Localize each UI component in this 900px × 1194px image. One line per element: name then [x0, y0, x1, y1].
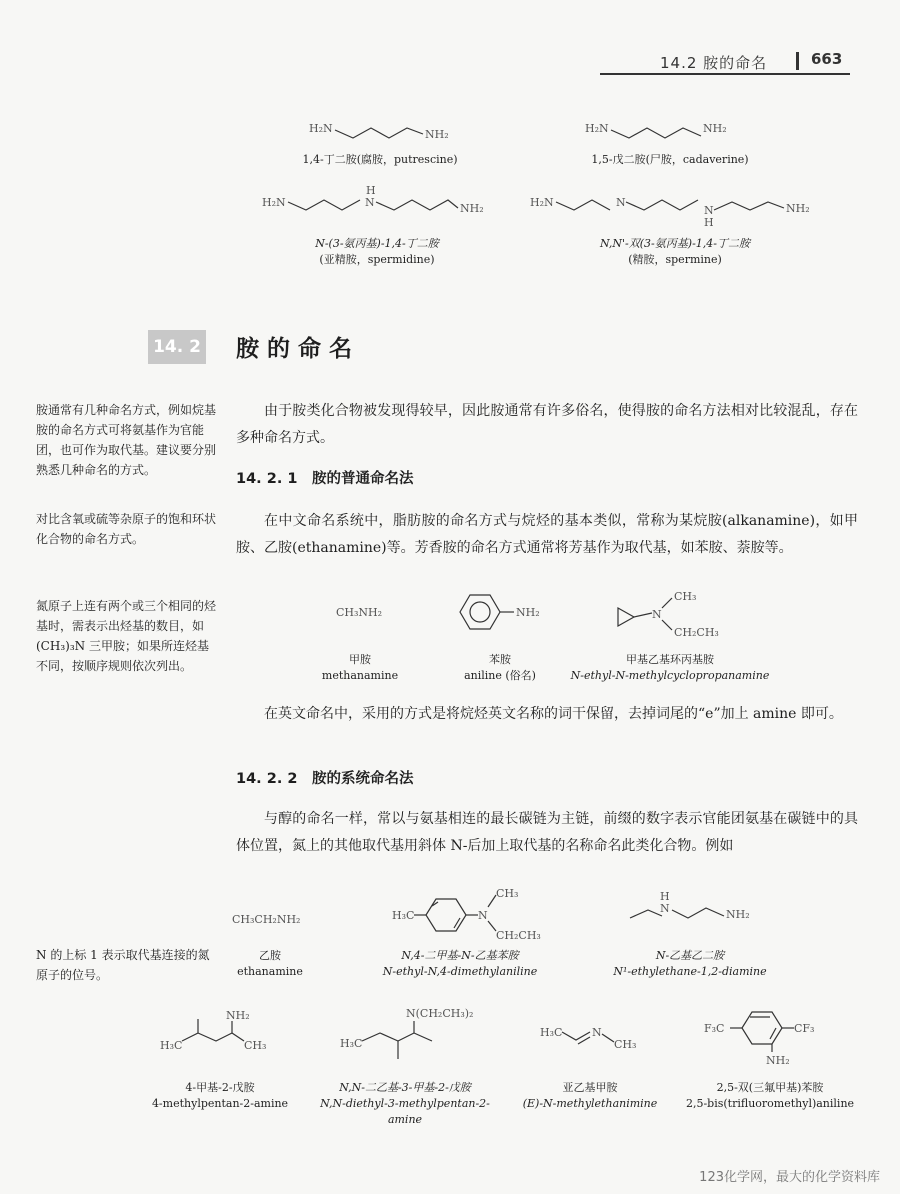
svg-text:NH₂: NH₂: [226, 1009, 250, 1022]
spermidine-name: N-(3-氨丙基)-1,4-丁二胺: [315, 237, 439, 250]
diethylmethylpentanamine-caption: [310, 1080, 500, 1128]
systematic-naming-paragraph: 与醇的命名一样，常以与氨基相连的最长碳链为主链，前缀的数字表示官能团氨基在碳链中的具体位置，氮上的其他取代基用斜体 N-后加上取代基的名称命名此类化合物。例如: [236, 811, 858, 854]
spermidine-common: (亚精胺，spermidine): [319, 253, 435, 266]
svg-text:H: H: [366, 184, 376, 197]
svg-text:N: N: [616, 196, 626, 209]
spermidine-structure: [262, 180, 492, 220]
svg-text:H₃C: H₃C: [160, 1039, 183, 1052]
svg-text:H₂N: H₂N: [530, 196, 554, 209]
svg-text:CF₃: CF₃: [794, 1022, 815, 1035]
subsection-2-heading: [236, 767, 414, 788]
subsection-2-number: 14. 2. 2: [236, 771, 298, 787]
svg-text:N: N: [478, 909, 488, 922]
methanamine-zh: 甲胺: [349, 653, 371, 666]
ethylmethylcyclopropanamine-zh: 甲基乙基环丙基胺: [626, 653, 714, 666]
methylpentanamine-zh: 4-甲基-2-戊胺: [185, 1081, 255, 1094]
spermine-caption: [555, 236, 795, 268]
ethanamine-caption: [210, 948, 330, 980]
section-number: 14. 2: [153, 337, 201, 357]
methanamine-en: methanamine: [321, 669, 399, 682]
spermidine-caption: [262, 236, 492, 268]
svg-text:NH₂: NH₂: [460, 202, 484, 215]
dimethylethylaniline-structure: [392, 885, 552, 945]
svg-text:H₃C: H₃C: [340, 1037, 363, 1050]
dimethylethylaniline-en: N-ethyl-N,4-dimethylaniline: [382, 965, 538, 978]
methylpentanamine-caption: [150, 1080, 290, 1112]
svg-text:CH₃: CH₃: [614, 1038, 637, 1051]
bistrifluoromethylaniline-structure: [704, 1008, 844, 1068]
footer-watermark: 123化学网，最大的化学资料库: [699, 1170, 880, 1185]
ethylethanediamine-en: N¹-ethylethane-1,2-diamine: [613, 965, 767, 978]
svg-text:H₂N: H₂N: [585, 122, 609, 135]
svg-text:H₃C: H₃C: [540, 1026, 563, 1039]
ethylmethylcyclopropanamine-structure: [612, 586, 722, 642]
svg-text:NH₂: NH₂: [703, 122, 727, 135]
spermine-name: N,N'-双(3-氨丙基)-1,4-丁二胺: [599, 237, 750, 250]
svg-text:NH₂: NH₂: [786, 202, 810, 215]
svg-text:H₂N: H₂N: [309, 122, 333, 135]
subsection-1-heading: [236, 467, 414, 488]
page-number: 663: [811, 50, 843, 68]
svg-text:N: N: [365, 196, 375, 209]
dimethylethylaniline-caption: [360, 948, 560, 980]
svg-text:F₃C: F₃C: [704, 1022, 725, 1035]
svg-text:CH₃: CH₃: [496, 887, 519, 900]
english-naming-paragraph: 在英文命名中，采用的方式是将烷烃英文名称的词干保留，去掉词尾的“e”加上 amine 即可。: [264, 706, 843, 722]
header-divider: [796, 52, 799, 70]
svg-text:CH₃: CH₃: [674, 590, 697, 603]
ethanamine-structure: [232, 905, 332, 935]
methylpentanamine-en: 4-methylpentan-2-amine: [151, 1097, 289, 1110]
ethylethanediamine-caption: [600, 948, 780, 980]
margin-note-2: 对比含氧或硫等杂原子的饱和环状化合物的命名方式。: [36, 512, 217, 546]
subsection-2-title: 胺的系统命名法: [312, 771, 414, 787]
svg-text:NH₂: NH₂: [726, 908, 750, 921]
svg-text:CH₃: CH₃: [244, 1039, 267, 1052]
svg-text:CH₃NH₂: CH₃NH₂: [336, 606, 383, 619]
ethylmethylcyclopropanamine-en: N-ethyl-N-methylcyclopropanamine: [570, 669, 770, 682]
svg-text:H: H: [704, 216, 714, 229]
ethanamine-zh: 乙胺: [259, 949, 281, 962]
svg-text:CH₂CH₃: CH₂CH₃: [674, 626, 719, 639]
svg-text:N: N: [660, 902, 670, 915]
svg-text:H: H: [660, 890, 670, 903]
methanamine-caption: [300, 652, 420, 684]
section-number-box: [148, 330, 206, 364]
svg-text:CH₂CH₃: CH₂CH₃: [496, 929, 541, 942]
aniline-caption: [440, 652, 560, 684]
subsection-1-number: 14. 2. 1: [236, 471, 298, 487]
methanamine-structure: [336, 598, 406, 628]
svg-text:NH₂: NH₂: [425, 128, 449, 141]
svg-text:CH₃CH₂NH₂: CH₃CH₂NH₂: [232, 913, 301, 926]
bistrifluoromethylaniline-caption: [680, 1080, 860, 1112]
ethylmethylcyclopropanamine-caption: [560, 652, 780, 684]
ethylidenemethylamine-en: (E)-N-methylethanimine: [522, 1097, 658, 1110]
intro-paragraph: 由于胺类化合物被发现得较早，因此胺通常有许多俗名，使得胺的命名方法相对比较混乱，存在多种命名方式。: [236, 403, 858, 446]
margin-note-4: N 的上标 1 表示取代基连接的氮原子的位号。: [36, 948, 210, 982]
dimethylethylaniline-zh: N,4-二甲基-N-乙基苯胺: [401, 949, 519, 962]
putrescine-structure: [305, 110, 455, 150]
svg-text:N: N: [704, 204, 714, 217]
diethylmethylpentanamine-zh: N,N-二乙基-3-甲基-2-戊胺: [339, 1081, 471, 1094]
spermine-common: (精胺，spermine): [628, 253, 722, 266]
margin-note-3: 氮原子上连有两个或三个相同的烃基时，需表示出烃基的数目，如(CH₃)₃N 三甲胺；如果所连烃基不同，按顺序规则依次列出。: [36, 599, 217, 673]
ethylidenemethylamine-zh: 亚乙基甲胺: [562, 1081, 618, 1094]
svg-text:NH₂: NH₂: [766, 1054, 790, 1067]
svg-text:H₃C: H₃C: [392, 909, 415, 922]
aniline-zh: 苯胺: [489, 653, 511, 666]
ethylidenemethylamine-structure: [540, 1020, 650, 1060]
diethylmethylpentanamine-structure: [340, 1005, 490, 1071]
bistrifluoromethylaniline-en: 2,5-bis(trifluoromethyl)aniline: [685, 1097, 855, 1110]
putrescine-caption: 1,4-丁二胺(腐胺，putrescine): [302, 153, 458, 166]
aniline-structure: [450, 588, 550, 638]
bistrifluoromethylaniline-zh: 2,5-双(三氟甲基)苯胺: [716, 1081, 824, 1094]
section-title: 胺的命名: [236, 336, 360, 362]
diethylmethylpentanamine-en: N,N-diethyl-3-methylpentan-2-amine: [320, 1097, 490, 1126]
svg-text:NH₂: NH₂: [516, 606, 540, 619]
svg-text:N(CH₂CH₃)₂: N(CH₂CH₃)₂: [406, 1007, 474, 1020]
ethylethanediamine-structure: [628, 888, 758, 928]
common-naming-paragraph: 在中文命名系统中，脂肪胺的命名方式与烷烃的基本类似，常称为某烷胺(alkanamine)，如甲胺、乙胺(ethanamine)等。芳香胺的命名方式通常将芳基作为取代基，如苯胺、萘胺等。: [236, 513, 858, 556]
ethylidenemethylamine-caption: [520, 1080, 660, 1112]
svg-text:N: N: [652, 608, 662, 621]
svg-text:N: N: [592, 1026, 602, 1039]
aniline-en: aniline (俗名): [464, 669, 536, 682]
ethanamine-en: ethanamine: [237, 965, 303, 978]
ethylethanediamine-zh: N-乙基乙二胺: [655, 949, 725, 962]
cadaverine-caption: 1,5-戊二胺(尸胺，cadaverine): [591, 153, 749, 166]
margin-note-1: 胺通常有几种命名方式，例如烷基胺的命名方式可将氨基作为官能团，也可作为取代基。建议要分别熟悉几种命名的方式。: [36, 403, 217, 477]
header-rule: [600, 73, 850, 75]
cadaverine-structure: [585, 110, 745, 150]
svg-text:H₂N: H₂N: [262, 196, 286, 209]
running-header-section: 14.2 胺的命名: [660, 54, 768, 72]
subsection-1-title: 胺的普通命名法: [312, 471, 414, 487]
spermine-structure: [530, 180, 820, 230]
methylpentanamine-structure: [160, 1005, 280, 1055]
